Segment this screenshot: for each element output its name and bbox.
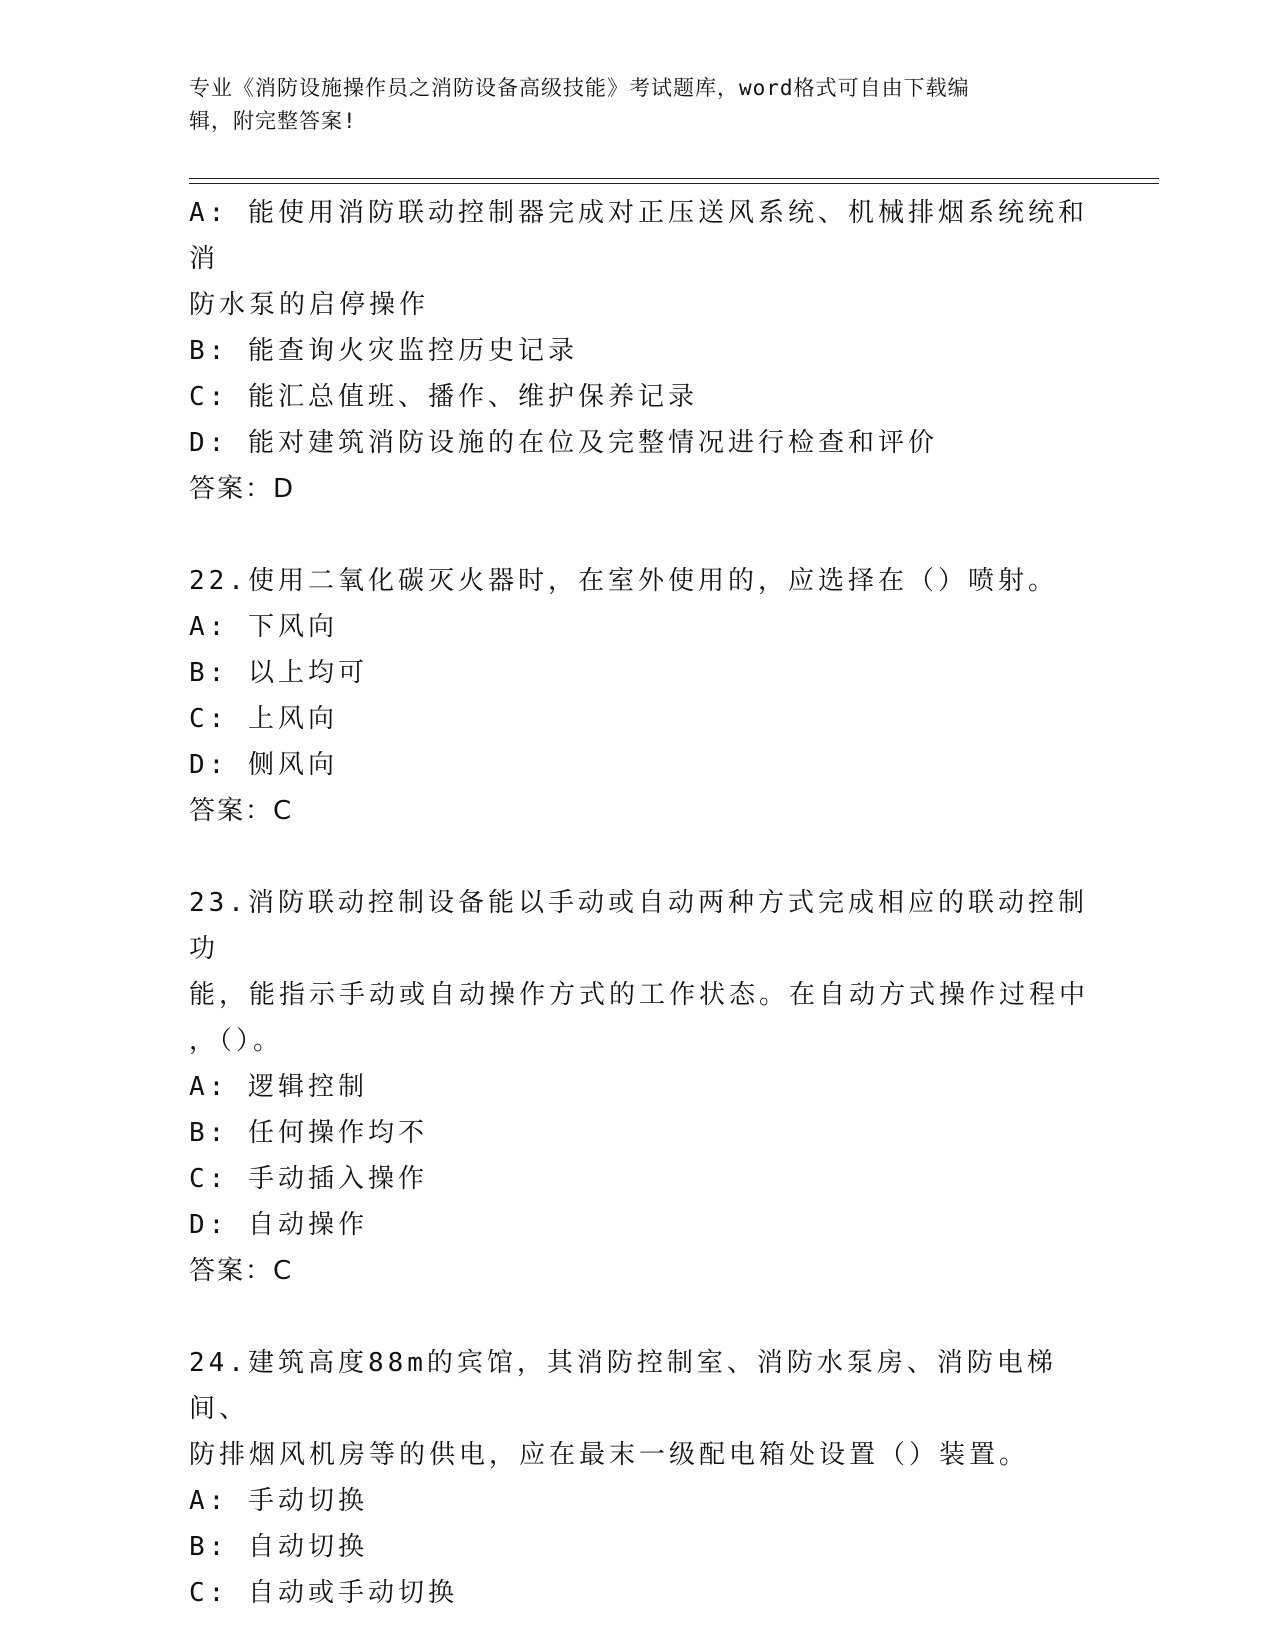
spacer — [189, 512, 1089, 558]
question-24 — [189, 1340, 1089, 1616]
option-c: C: 能汇总值班、播作、维护保养记录 — [189, 382, 698, 412]
header-note-line: 辑，附完整答案! — [189, 109, 357, 133]
spacer — [189, 834, 1089, 880]
header-divider — [189, 178, 1159, 179]
header-divider — [189, 183, 1159, 184]
question-stem: 23.消防联动控制设备能以手动或自动两种方式完成相应的联动控制功 — [189, 888, 1088, 964]
question-stem: 24.建筑高度88m的宾馆，其消防控制室、消防水泵房、消防电梯间、 — [189, 1348, 1057, 1424]
option-d: D: 能对建筑消防设施的在位及完整情况进行检查和评价 — [189, 428, 938, 458]
question-stem: 22.使用二氧化碳灭火器时，在室外使用的，应选择在（）喷射。 — [189, 566, 1058, 596]
option-a: A: 手动切换 — [189, 1486, 368, 1516]
option-c: C: 手动插入操作 — [189, 1164, 428, 1194]
question-content — [189, 190, 1089, 1616]
option-d: D: 侧风向 — [189, 750, 338, 780]
answer: 答案：C — [189, 796, 294, 826]
question-21 — [189, 190, 1089, 512]
option-a-continued: 防水泵的启停操作 — [189, 290, 430, 320]
header-note-line: 专业《消防设施操作员之消防设备高级技能》考试题库，word格式可自由下载编 — [189, 76, 970, 100]
option-b: B: 任何操作均不 — [189, 1118, 428, 1148]
question-23 — [189, 880, 1089, 1294]
option-c: C: 自动或手动切换 — [189, 1578, 458, 1608]
document-header-note — [189, 72, 1089, 138]
option-a: A: 逻辑控制 — [189, 1072, 368, 1102]
option-d: D: 自动操作 — [189, 1210, 368, 1240]
answer: 答案：D — [189, 474, 296, 504]
answer: 答案：C — [189, 1256, 294, 1286]
option-a: A: 能使用消防联动控制器完成对正压送风系统、机械排烟系统统和消 — [189, 198, 1088, 274]
question-stem-continued: 防排烟风机房等的供电，应在最末一级配电箱处设置（）装置。 — [189, 1440, 1030, 1470]
option-a: A: 下风向 — [189, 612, 338, 642]
question-stem-continued: 能，能指示手动或自动操作方式的工作状态。在自动方式操作过程中 — [189, 980, 1090, 1010]
option-b: B: 能查询火灾监控历史记录 — [189, 336, 578, 366]
option-c: C: 上风向 — [189, 704, 338, 734]
spacer — [189, 1294, 1089, 1340]
question-22 — [189, 558, 1089, 834]
option-b: B: 以上均可 — [189, 658, 368, 688]
option-b: B: 自动切换 — [189, 1532, 368, 1562]
question-stem-continued: ，（）。 — [189, 1026, 284, 1056]
